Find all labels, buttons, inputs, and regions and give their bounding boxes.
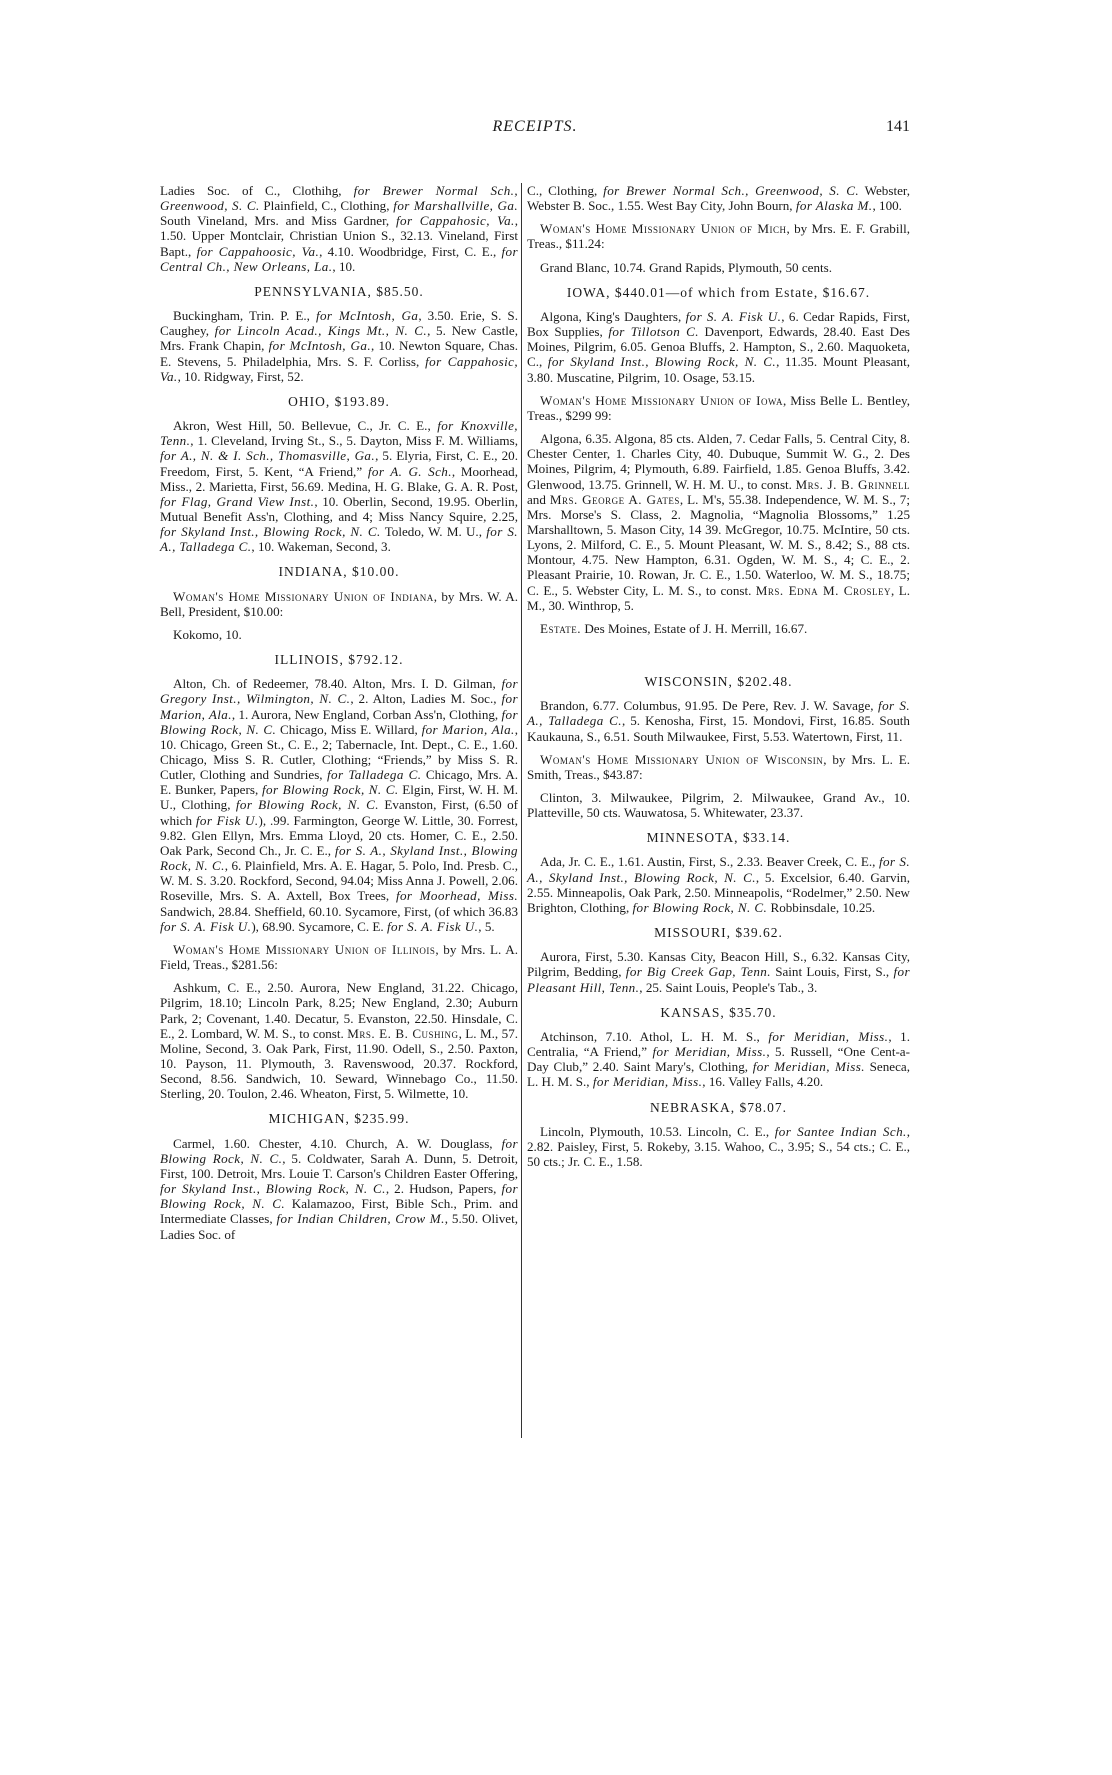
entry-paragraph xyxy=(527,621,910,636)
text-run: , 100. xyxy=(872,198,902,214)
entry-paragraph xyxy=(527,698,910,743)
text-run: , by Mrs. L. E. Smith, Treas., $43.87: xyxy=(527,751,910,782)
entry-paragraph xyxy=(527,1124,910,1169)
italic-destination: for Lincoln Acad., Kings Mt., N. C. xyxy=(214,323,428,339)
italic-destination: for A., N. & I. Sch., Thomasville, Ga. xyxy=(160,448,376,464)
text-run: , 6. Cedar Rapids, First, Box Supplies, xyxy=(527,308,910,340)
italic-destination: for Blowing Rock, N. C. xyxy=(261,782,399,798)
text-run: , 5. New Castle, Mrs. Frank Chapin, xyxy=(160,323,518,354)
small-caps-run: Mrs. E. B. Cushing xyxy=(347,1025,459,1041)
entry-paragraph xyxy=(527,309,910,385)
text-run: , 3.50. Erie, S. S. Caughey, xyxy=(160,308,518,339)
text-run: Chicago, Mrs. A. E. Bunker, Papers, xyxy=(160,767,519,798)
small-caps-run: Woman's Home Missionary Union of Mich xyxy=(540,221,787,237)
section-heading: WISCONSIN, $202.48. xyxy=(644,674,793,690)
italic-destination: for S. A. Fisk U. xyxy=(386,918,479,934)
right-column xyxy=(527,183,910,1177)
italic-destination: for McIntosh, Ga xyxy=(315,308,419,324)
text-run: C., Clothing, xyxy=(527,183,604,198)
text-run: , by Mrs. W. A. Bell, President, $10.00: xyxy=(160,588,518,619)
text-run: Robbinsdale, 10.25. xyxy=(767,899,876,915)
text-run: , L. M., 30. Winthrop, 5. xyxy=(527,582,910,613)
text-run: , 5. Russell, “One Cent-a-Day Club,” 2.40. Saint Mary's, Clothing, xyxy=(527,1044,910,1075)
text-run: , 2. Alton, Ladies M. Soc., xyxy=(350,691,502,707)
running-title: RECEIPTS. xyxy=(492,118,578,135)
text-run: Ladies Soc. of C., Clothihg, xyxy=(160,183,354,198)
section-heading: PENNSYLVANIA, $85.50. xyxy=(254,283,424,299)
text-run: Seneca, L. H. M. S., xyxy=(527,1059,910,1090)
text-run: Buckingham, Trin. P. E., xyxy=(173,308,316,324)
entry-paragraph xyxy=(160,627,518,642)
entry-paragraph xyxy=(160,942,518,972)
text-run: Davenport, Edwards, 28.40. East Des Moines, Pilgrim, 6.05. Genoa Bluffs, 2. Hampton, S., 2.60. Maquoketa, C., xyxy=(527,324,910,370)
entry-paragraph xyxy=(160,418,518,554)
text-run: Alton, Ch. of Redeemer, 78.40. Alton, Mrs. I. D. Gilman, xyxy=(173,676,502,692)
text-run: Algona, 6.35. Algona, 85 cts. Alden, 7. Cedar Falls, 5. Central City, 8. Chester Center, 1. Charles City, 40. Dubuque, Summit W. G., 2. Des Moines, Pilgrim, 4; Plymouth, 6.89. Fairfield, 1.85. Genoa Bluffs, 3.42. Glenwood, 13.75. Grinnell, W. H. M. U., to const. xyxy=(527,431,910,492)
italic-destination: for Flag, Grand View Inst. xyxy=(160,493,315,509)
text-run: , 1. Centralia, “A Friend,” xyxy=(527,1028,910,1060)
small-caps-run: Woman's Home Missionary Union of Indiana xyxy=(173,588,434,604)
text-run: , 1.50. Upper Montclair, Christian Union S., 32.13. Vineland, First Bapt., xyxy=(160,213,518,259)
italic-destination: for Skyland Inst., Blowing Rock, N. C. xyxy=(547,354,777,370)
small-caps-run: Woman's Home Missionary Union of Illinois xyxy=(173,941,436,957)
entry-paragraph xyxy=(527,393,910,423)
text-run: Evanston, First, (6.50 of which xyxy=(160,797,518,828)
italic-destination: for Gregory Inst., Wilmington, N. C. xyxy=(160,676,518,707)
entry-paragraph xyxy=(527,752,910,782)
italic-destination: for Marion, Ala. xyxy=(421,721,515,737)
italic-destination: for Indian Children, Crow M. xyxy=(276,1211,445,1227)
page-number: 141 xyxy=(886,118,910,135)
text-run: Sandwich, 28.84. Sheffield, 60.10. Sycamore, First, (of which 36.83 xyxy=(160,903,518,919)
section-heading: MICHIGAN, $235.99. xyxy=(268,1111,410,1127)
italic-destination: for Knoxville, Tenn. xyxy=(160,418,518,449)
italic-destination: for Skyland Inst., Blowing Rock, N. C. xyxy=(160,1181,386,1197)
text-run: , 10. xyxy=(332,258,356,274)
text-run: Elgin, First, W. H. M. U., Clothing, xyxy=(160,782,518,813)
italic-destination: for Cappahoosic, Va. xyxy=(196,243,320,259)
text-run: Atchinson, 7.10. Athol, L. H. M. S., xyxy=(540,1028,769,1044)
italic-destination: for Blowing Rock, N. C. xyxy=(160,1135,518,1166)
text-run: Aurora, First, 5.30. Kansas City, Beacon Hill, S., 6.32. Kansas City, Pilgrim, Bedding, xyxy=(527,949,910,980)
small-caps-run: Woman's Home Missionary Union of Wisconsin xyxy=(540,751,824,767)
text-run: , 5. Elyria, First, C. E., 20. Freedom, First, 5. Kent, “A Friend,” xyxy=(160,448,518,479)
italic-destination: for Blowing Rock, N. C. xyxy=(632,899,768,915)
text-run: Toledo, W. M. U., xyxy=(380,524,487,540)
italic-destination: for S. A., Talladega C. xyxy=(160,524,518,555)
section-heading: NEBRASKA, $78.07. xyxy=(649,1099,787,1115)
text-run: , 2. Hudson, Papers, xyxy=(385,1181,502,1197)
text-run: , 5.50. Olivet, Ladies Soc. of xyxy=(160,1211,518,1242)
text-run: Chicago, Miss E. Willard, xyxy=(276,721,422,737)
italic-destination: for Brewer Normal Sch., Greenwood, S. C. xyxy=(160,183,518,214)
text-run: Saint Louis, First, S., xyxy=(770,964,894,980)
text-run: Grand Blanc, 10.74. Grand Rapids, Plymouth, 50 cents. xyxy=(540,259,833,275)
italic-destination: for Cappahosic, Va. xyxy=(160,353,518,384)
italic-destination: for Brewer Normal Sch., Greenwood, S. C. xyxy=(603,183,860,198)
italic-destination: for Alaska M. xyxy=(795,198,873,214)
italic-destination: for Santee Indian Sch. xyxy=(774,1123,907,1139)
italic-destination: for Big Creek Gap, Tenn. xyxy=(625,964,771,980)
text-run: Kokomo, 10. xyxy=(173,626,242,642)
italic-destination: for A. G. Sch. xyxy=(367,463,452,479)
italic-destination: for S. A., Skyland Inst., Blowing Rock, N. C. xyxy=(160,842,518,874)
text-run: Kalamazoo, First, Bible Sch., Prim. and Intermediate Classes, xyxy=(160,1196,518,1227)
text-run: Des Moines, Estate of J. H. Merrill, 16.67. xyxy=(581,620,808,636)
section-heading: IOWA, $440.01—of which from Estate, $16.67. xyxy=(566,284,871,300)
running-head xyxy=(160,118,910,138)
text-run: Lincoln, Plymouth, 10.53. Lincoln, C. E., xyxy=(540,1123,775,1139)
section-heading: MISSOURI, $39.62. xyxy=(654,925,783,941)
italic-destination: for Blowing Rock, N. C. xyxy=(160,706,518,737)
italic-destination: for Fisk U. xyxy=(195,812,259,828)
text-run: Algona, King's Daughters, xyxy=(540,308,686,324)
section-heading: ILLINOIS, $792.12. xyxy=(274,652,404,668)
small-caps-run: Mrs. J. B. Grinnell xyxy=(795,476,910,492)
section-heading: OHIO, $193.89. xyxy=(288,393,390,409)
entry-paragraph xyxy=(527,431,910,613)
italic-destination: for Meridian, Miss. xyxy=(592,1074,703,1090)
text-run: , 11.35. Mount Pleasant, 3.80. Muscatine, Pilgrim, 10. Osage, 53.15. xyxy=(527,354,910,385)
entry-paragraph xyxy=(160,1136,518,1242)
text-run: South Vineland, Mrs. and Miss Gardner, xyxy=(160,213,397,229)
italic-destination: for S. A. Fisk U. xyxy=(685,308,782,324)
text-run: , 5. Excelsior, 6.40. Garvin, 2.55. Minneapolis, Oak Park, 2.50. Minneapolis, “Rodelmer,” 2.50. New Brighton, Clothing, xyxy=(527,869,910,915)
italic-destination: for Marshallville, Ga. xyxy=(393,198,518,214)
italic-destination: for Moorhead, Miss. xyxy=(395,888,518,904)
small-caps-run: Estate. xyxy=(540,620,582,636)
italic-destination: for Blowing Rock, N. C. xyxy=(160,1181,518,1212)
text-run: Ashkum, C. E., 2.50. Aurora, New England, 31.22. Chicago, Pilgrim, 18.10; Lincoln Park, 8.25; New England, 2.30; Auburn Park, 2; Covenant, 1.40. Decatur, 5. Evanston, 22.50. Hinsdale, C. E., 2. Lombard, W. M. S., to const. xyxy=(160,980,518,1041)
italic-destination: for Cappahosic, Va. xyxy=(396,213,515,229)
entry-paragraph xyxy=(160,676,518,934)
italic-destination: for Marion, Ala. xyxy=(160,691,518,722)
italic-destination: for Talladega C. xyxy=(327,767,422,783)
text-run: , L. M., 57. Moline, Second, 3. Oak Park, First, 11.90. Odell, S., 2.50. Paxton, 10. Payson, 11. Plymouth, 3. Ravenswood, 20.37. Rockford, Second, 8.56. Sandwich, 10. Seward, Winnebago Co., 11.50. Sterling, 20. Toulon, 2.46. Wheaton, First, 5. Wilmette, 10. xyxy=(160,1025,519,1102)
italic-destination: for Pleasant Hill, Tenn. xyxy=(527,964,910,995)
entry-paragraph xyxy=(527,183,910,213)
text-run: Brandon, 6.77. Columbus, 91.95. De Pere, Rev. J. W. Savage, xyxy=(540,698,879,714)
italic-destination: for McIntosh, Ga. xyxy=(268,338,372,354)
text-run: , 6. Plainfield, Mrs. A. E. Hagar, 5. Polo, Ind. Presb. C., W. M. S. 3.20. Rockford, Second, 94.04; Miss Anna J. Powell, 2.06. Roseville, Mrs. S. A. Axtell, Box Trees, xyxy=(160,858,518,904)
text-run: , 4.10. Woodbridge, First, C. E., xyxy=(319,243,502,259)
italic-destination: for Skyland Inst., Blowing Rock, N. C. xyxy=(160,524,381,540)
entry-paragraph xyxy=(160,589,518,619)
small-caps-run: Woman's Home Missionary Union of Iowa xyxy=(540,392,783,408)
text-run: Webster, Webster B. Soc., 1.55. West Bay City, John Bourn, xyxy=(527,183,911,214)
text-run: , by Mrs. E. F. Grabill, Treas., $11.24: xyxy=(527,221,911,252)
text-run: Plainfield, C., Clothing, xyxy=(259,198,394,214)
entry-paragraph xyxy=(527,854,910,915)
section-heading: KANSAS, $35.70. xyxy=(660,1004,777,1020)
text-run: , 10. Oberlin, Second, 19.95. Oberlin, Mutual Benefit Ass'n, Clothing, and 4; Miss Nancy Squire, 2.25, xyxy=(160,493,519,524)
text-run: Carmel, 1.60. Chester, 4.10. Church, A. W. Douglass, xyxy=(173,1135,502,1151)
entry-paragraph xyxy=(527,260,910,275)
section-heading: INDIANA, $10.00. xyxy=(278,564,400,580)
text-run: ), .99. Farmington, George W. Little, 30. Forrest, 9.82. Glen Ellyn, Mrs. Emma Lloyd, 20 cts. Homer, C. E., 2.50. Oak Park, Second Ch., Jr. C. E., xyxy=(160,812,518,858)
italic-destination: for Meridian, Miss. xyxy=(652,1044,767,1060)
text-run: , L. M's, 55.38. Independence, W. M. S., 7; Mrs. Morse's S. Class, 2. Magnolia, “Magnolia Blossoms,” 1.25 Marshalltown, 5. Mason City, 14 39. McGregor, 10.75. McIntire, 50 cts. Lyons, 2. Milford, C. E., 5. Mount Pleasant, W. M. S., 8.42; S., 88 cts. Montour, 4.75. New Hampton, 6.31. Ogden, W. M. S., 4; C. E., 2. Pleasant Prairie, 10. Rowan, Jr. C. E., 1.50. Waterloo, W. M. S., 18.75; C. E., 5. Webster City, L. M. S., to const. xyxy=(527,491,910,598)
text-run: , 10. Newton Square, Chas. E. Stevens, 5. Philadelphia, Mrs. S. F. Corliss, xyxy=(160,338,518,369)
text-run: , 10. Wakeman, Second, 3. xyxy=(251,539,391,555)
text-run: ), 68.90. Sycamore, C. E. xyxy=(251,918,387,934)
entry-paragraph xyxy=(527,221,910,251)
text-run: , 16. Valley Falls, 4.20. xyxy=(702,1074,824,1090)
text-run: Akron, West Hill, 50. Bellevue, C., Jr. C. E., xyxy=(173,418,438,434)
text-run: , 1. Aurora, New England, Corban Ass'n, Clothing, xyxy=(231,706,502,722)
section-heading: MINNESOTA, $33.14. xyxy=(646,830,791,846)
italic-destination: for Meridian, Miss. xyxy=(768,1028,889,1044)
entry-paragraph xyxy=(527,1029,910,1090)
left-column xyxy=(160,183,518,1250)
italic-destination: for S. A. Fisk U. xyxy=(160,918,252,934)
entry-paragraph xyxy=(160,980,518,1101)
text-run: and xyxy=(527,491,550,507)
text-run: , 25. Saint Louis, People's Tab., 3. xyxy=(639,979,818,995)
entry-paragraph xyxy=(160,183,518,274)
italic-destination: for S. A., Skyland Inst., Blowing Rock, N. C. xyxy=(527,854,910,885)
text-run: , 10. Ridgway, First, 52. xyxy=(177,368,304,384)
text-run: Ada, Jr. C. E., 1.61. Austin, First, S., 2.33. Beaver Creek, C. E., xyxy=(540,854,879,870)
text-run: , 5. Kenosha, First, 15. Mondovi, First, 16.85. South Kaukauna, S., 6.51. South Milwaukee, First, 5.53. Watertown, First, 11. xyxy=(527,713,910,744)
text-run: , 5. Coldwater, Sarah A. Dunn, 5. Detroit, First, 100. Detroit, Mrs. Louie T. Carson's Children Easter Offering, xyxy=(160,1150,518,1181)
text-run: , Moorhead, Miss., 2. Marietta, First, 56.69. Medina, H. G. Blake, G. A. R. Post, xyxy=(160,463,518,494)
italic-destination: for Tillotson C. xyxy=(608,324,699,340)
text-run: , 10. Chicago, Green St., C. E., 2; Tabernacle, Int. Dept., C. E., 1.60. Chicago, Miss S. R. Cutler, Clothing; “Friends,” by Miss S. R. Cutler, Clothing and Sundries, xyxy=(160,721,518,783)
text-run: , 1. Cleveland, Irving St., S., 5. Dayton, Miss F. M. Williams, xyxy=(190,433,518,449)
small-caps-run: Mrs. George A. Gates xyxy=(549,491,680,507)
text-run: Clinton, 3. Milwaukee, Pilgrim, 2. Milwaukee, Grand Av., 10. Platteville, 50 cts. Wauwatosa, 5. Whitewater, 23.37. xyxy=(527,790,910,821)
column-divider xyxy=(521,183,522,1438)
text-run: , by Mrs. L. A. Field, Treas., $281.56: xyxy=(160,941,518,973)
entry-paragraph xyxy=(527,949,910,994)
italic-destination: for S. A., Talladega C. xyxy=(527,698,910,729)
italic-destination: for Meridian, Miss. xyxy=(752,1059,865,1075)
entry-paragraph xyxy=(160,308,518,384)
text-run: , Miss Belle L. Bentley, Treas., $299 99: xyxy=(527,392,910,423)
italic-destination: for Central Ch., New Orleans, La. xyxy=(160,243,518,274)
small-caps-run: Mrs. Edna M. Crosley xyxy=(755,582,892,598)
text-run: , 5. xyxy=(478,918,495,934)
italic-destination: for Blowing Rock, N. C. xyxy=(235,797,379,813)
text-run: , 2.82. Paisley, First, 5. Rokeby, 3.15. Wahoo, C., 3.95; S., 54 cts.; C. E., 50 cts.; Jr. C. E., 1.58. xyxy=(527,1123,910,1169)
entry-paragraph xyxy=(527,790,910,820)
